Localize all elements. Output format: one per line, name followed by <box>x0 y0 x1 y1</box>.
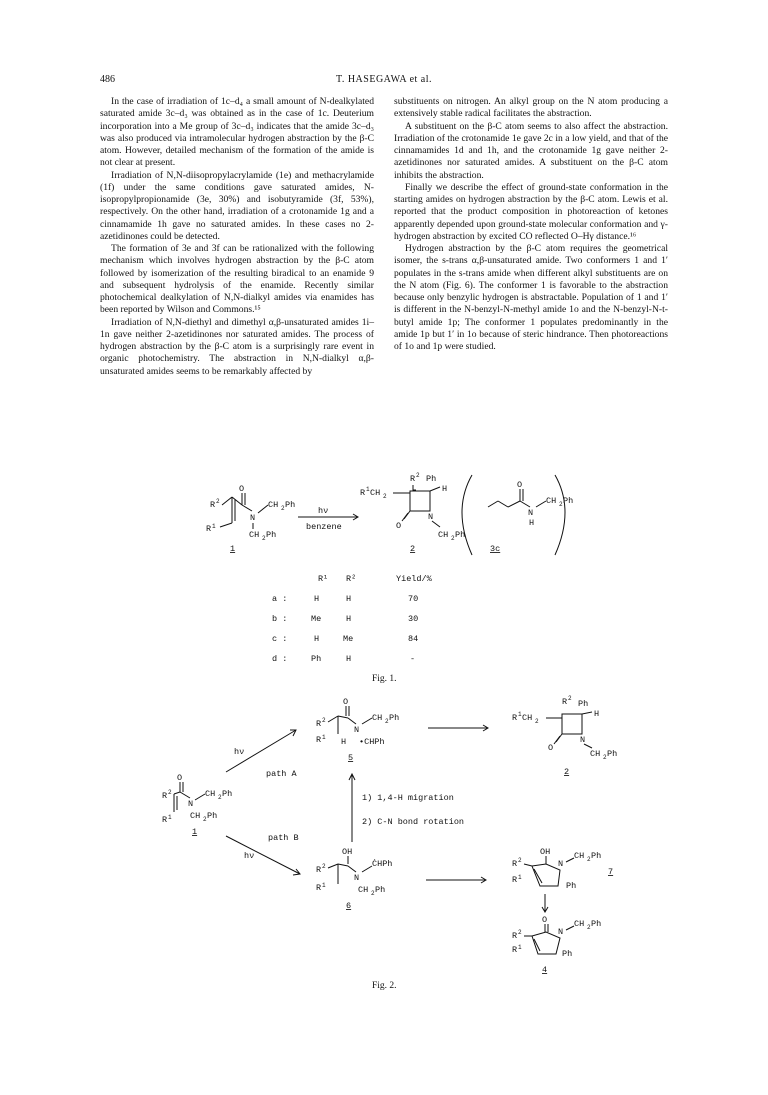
table-cell: b : <box>272 614 288 624</box>
svg-text:R: R <box>512 875 518 885</box>
svg-text:Ph: Ph <box>222 789 233 799</box>
compound-4-structure <box>512 915 601 959</box>
step-2-label: 2) C-N bond rotation <box>362 817 465 827</box>
svg-text:2: 2 <box>385 718 389 725</box>
table-header-yield: Yield/% <box>396 574 432 584</box>
svg-text:CH: CH <box>372 713 383 723</box>
compound-1-structure <box>162 773 232 825</box>
svg-text:2: 2 <box>281 505 285 512</box>
svg-text:CH: CH <box>249 530 260 540</box>
right-parenthesis <box>555 475 565 555</box>
svg-text:O: O <box>548 743 554 753</box>
table-cell: Me <box>311 614 322 624</box>
table-header-r1: R¹ <box>318 574 329 584</box>
svg-text:Ph: Ph <box>563 496 574 506</box>
svg-text:R: R <box>512 713 518 723</box>
svg-text:Ph: Ph <box>591 919 602 929</box>
compound-label-2: 2 <box>564 767 570 777</box>
svg-text:2: 2 <box>559 501 563 508</box>
left-parenthesis <box>462 475 472 555</box>
svg-text:CH: CH <box>438 530 449 540</box>
paragraph: substituents on nitrogen. An alkyl group on the N atom producing a extensively stable radical facilitates the abstraction. <box>394 96 668 120</box>
compound-1-structure <box>206 484 295 542</box>
svg-text:1: 1 <box>518 944 522 951</box>
table-cell: H <box>314 594 320 604</box>
svg-text:N: N <box>580 735 586 745</box>
svg-text:1: 1 <box>322 734 326 741</box>
svg-text:Ph: Ph <box>562 949 573 959</box>
svg-text:2: 2 <box>518 857 522 864</box>
compound-label-3c: 3c <box>490 544 501 554</box>
compound-label-5: 5 <box>348 753 354 763</box>
svg-text:R: R <box>206 524 212 534</box>
svg-text:N: N <box>558 859 564 869</box>
table-cell: - <box>410 654 416 664</box>
svg-text:2: 2 <box>262 535 266 542</box>
svg-text:ĊHPh: ĊHPh <box>372 859 393 869</box>
svg-text:O: O <box>542 915 548 925</box>
compound-2-structure <box>512 695 617 761</box>
svg-text:Ph: Ph <box>375 885 386 895</box>
svg-text:Ph: Ph <box>389 713 400 723</box>
compound-label-7: 7 <box>608 867 614 877</box>
svg-text:R: R <box>162 791 168 801</box>
figure-1 <box>0 465 768 690</box>
path-b-label: path B <box>268 833 299 843</box>
svg-text:O: O <box>177 773 183 783</box>
svg-text:R: R <box>360 488 366 498</box>
svg-text:OH: OH <box>540 847 551 857</box>
svg-text:2: 2 <box>416 472 420 479</box>
svg-text:R: R <box>512 859 518 869</box>
table-cell: Me <box>343 634 354 644</box>
svg-text:R: R <box>316 883 322 893</box>
svg-text:2: 2 <box>568 695 572 702</box>
svg-text:2: 2 <box>203 816 207 823</box>
svg-text:O: O <box>396 521 402 531</box>
paragraph: Irradiation of N,N-diisopropylacrylamide (1e) and methacrylamide (1f) under the same conditions gave saturated amides, N-isopropylpropionamide (3e, 30%) and isobutyramide (3f, 53%), respectively. On the other hand, irradiation of a crotonamide 1g and a cinnamamide 1h gave no saturated amides. In these cases no 2-azetidinones could be detected. <box>100 169 374 242</box>
svg-text:R: R <box>512 945 518 955</box>
svg-text:2: 2 <box>322 863 326 870</box>
svg-text:Ph: Ph <box>207 811 218 821</box>
svg-text:2: 2 <box>383 493 387 500</box>
svg-text:2: 2 <box>168 789 172 796</box>
svg-text:H: H <box>594 709 600 719</box>
svg-text:Ph: Ph <box>607 749 618 759</box>
svg-text:CH: CH <box>574 919 585 929</box>
table-cell: a : <box>272 594 288 604</box>
paragraph: A substituent on the β-C atom seems to also affect the abstraction. Irradiation of the crotonamide 1e gave 2c in a low yield, and that of the cinnamamides 1d and 1h, and the crotonamide 1g gave neither 2-azetidinones nor saturated amides. A substituent on the β-C atom inhibits the abstraction. <box>394 120 668 181</box>
arrow-label-solvent: benzene <box>306 522 342 532</box>
svg-text:CH: CH <box>205 789 216 799</box>
svg-text:Ph: Ph <box>578 699 589 709</box>
svg-text:R: R <box>162 815 168 825</box>
svg-text:•CHPh: •CHPh <box>359 737 385 747</box>
svg-text:CH: CH <box>268 500 279 510</box>
paragraph: Finally we describe the effect of ground-state conformation in the starting amides on hydrogen abstraction by the β-C atom. Lewis et al. reported that the product composition in photoreaction of ketones apparently depended upon ground-state molecular conformation and γ-hydrogen abstraction by excited CO reflected O–Hγ distance.¹⁶ <box>394 181 668 242</box>
figure-2-caption: Fig. 2. <box>372 981 397 991</box>
svg-text:2: 2 <box>518 929 522 936</box>
table-cell: d : <box>272 654 288 664</box>
page-number: 486 <box>100 74 115 85</box>
arrow-label-hv: hν <box>318 506 329 516</box>
compound-label-6: 6 <box>346 901 352 911</box>
svg-text:N: N <box>354 725 360 735</box>
svg-text:H: H <box>529 518 535 528</box>
running-title: T. HASEGAWA et al. <box>335 74 433 85</box>
svg-text:2: 2 <box>218 794 222 801</box>
svg-text:CH: CH <box>590 749 601 759</box>
svg-text:2: 2 <box>535 718 539 725</box>
svg-text:R: R <box>316 735 322 745</box>
compound-label-4: 4 <box>542 965 548 975</box>
table-cell: H <box>314 634 320 644</box>
hv-label-path-a: hν <box>234 747 245 757</box>
svg-text:N: N <box>188 799 194 809</box>
svg-text:2: 2 <box>603 754 607 761</box>
step-1-label: 1) 1,4-H migration <box>362 793 454 803</box>
svg-text:1: 1 <box>518 874 522 881</box>
svg-text:R: R <box>316 719 322 729</box>
svg-text:CH: CH <box>190 811 201 821</box>
svg-text:2: 2 <box>371 890 375 897</box>
figure-1-caption: Fig. 1. <box>372 674 397 684</box>
table-cell: 30 <box>408 614 419 624</box>
svg-text:CH: CH <box>358 885 369 895</box>
svg-text:CH: CH <box>574 851 585 861</box>
svg-text:1: 1 <box>322 882 326 889</box>
paragraph: The formation of 3e and 3f can be rationalized with the following mechanism which involves hydrogen abstraction by the β-C atom followed by isomerization of the resulting biradical to an enamide 9 and subsequent hydrolysis of the enamide. Recently similar photochemical dealkylation of N,N-dialkyl amides via enamides has been reported by Wilson and Commons.¹⁵ <box>100 243 374 316</box>
svg-text:H: H <box>442 484 448 494</box>
svg-text:N: N <box>354 873 360 883</box>
svg-text:R: R <box>210 500 216 510</box>
table-cell: 84 <box>408 634 419 644</box>
svg-text:R: R <box>512 931 518 941</box>
svg-text:Ph: Ph <box>455 530 466 540</box>
svg-text:Ph: Ph <box>266 530 277 540</box>
table-cell: c : <box>272 634 288 644</box>
table-header-r2: R² <box>346 574 357 584</box>
svg-text:Ph: Ph <box>285 500 296 510</box>
svg-text:O: O <box>517 480 523 490</box>
paragraph: Hydrogen abstraction by the β-C atom requires the geometrical isomer, the s-trans α,β-unsaturated amide. Two conformers 1 and 1′ populates in the s-trans amide when different alkyl substituents are on the N atom (Fig. 6). The conformer 1 is favorable to the abstraction because only benzylic hydrogen is abstractable. Population of 1 and 1′ is different in the N-benzyl-N-methyl amide 1o and the N-benzyl-N-t-butyl amide 1p; The conformer 1 populates predominantly in the amide 1p but 1′ in 1o because of steric hindrance. Then photoreactions of 1o and 1p were studied. <box>394 243 668 352</box>
svg-text:2: 2 <box>216 498 220 505</box>
svg-text:N: N <box>428 512 434 522</box>
path-a-label: path A <box>266 769 297 779</box>
table-cell: H <box>346 594 352 604</box>
compound-5-structure <box>316 697 399 747</box>
svg-text:2: 2 <box>322 717 326 724</box>
hv-label-path-b: hν <box>244 851 255 861</box>
svg-text:Ph: Ph <box>566 881 577 891</box>
svg-text:OH: OH <box>342 847 353 857</box>
compound-label-1: 1 <box>230 544 236 554</box>
svg-text:1: 1 <box>518 711 522 718</box>
svg-text:1: 1 <box>168 814 172 821</box>
svg-text:Ph: Ph <box>426 474 437 484</box>
svg-text:R: R <box>410 474 416 484</box>
table-cell: H <box>346 654 352 664</box>
svg-text:R: R <box>316 865 322 875</box>
table-cell: Ph <box>311 654 322 664</box>
table-cell: 70 <box>408 594 419 604</box>
compound-label-2: 2 <box>410 544 416 554</box>
compound-6-structure <box>316 847 392 897</box>
svg-text:O: O <box>343 697 349 707</box>
compound-7-structure <box>512 847 601 891</box>
svg-text:CH: CH <box>546 496 557 506</box>
paragraph: In the case of irradiation of 1c–d₄ a small amount of N-dealkylated saturated amide 3c–d₃ was obtained as in the case of 1c. Deuterium incorporation into a Me group of 3c–d₃ indicates that the amide 3c–d₃ was also produced via intramolecular hydrogen abstraction by the β-C atom. However, detailed mechanism of the formation of the amide is not clear at present. <box>100 96 374 169</box>
compound-label-1: 1 <box>192 827 198 837</box>
svg-text:1: 1 <box>212 523 216 530</box>
svg-text:1: 1 <box>366 486 370 493</box>
svg-text:O: O <box>239 484 245 494</box>
table-cell: H <box>346 614 352 624</box>
svg-text:N: N <box>558 927 564 937</box>
svg-text:N: N <box>528 508 534 518</box>
svg-text:2: 2 <box>587 924 591 931</box>
svg-text:CH: CH <box>370 488 381 498</box>
svg-text:2: 2 <box>587 856 591 863</box>
svg-text:CH: CH <box>522 713 533 723</box>
left-column <box>100 96 374 378</box>
svg-text:H: H <box>341 737 347 747</box>
right-column <box>394 96 668 353</box>
svg-text:N: N <box>250 513 256 523</box>
svg-text:R: R <box>562 697 568 707</box>
svg-text:2: 2 <box>451 535 455 542</box>
svg-text:Ph: Ph <box>591 851 602 861</box>
paragraph: Irradiation of N,N-diethyl and dimethyl α,β-unsaturated amides 1i–1n gave neither 2-azetidinones nor saturated amides. The process of hydrogen abstraction by the β-C atom is a surprisingly rare event in organic photochemistry. The abstraction in N,N-dialkyl α,β-unsaturated amides seems to be remarkably affected by <box>100 316 374 377</box>
figure-2 <box>0 690 768 995</box>
compound-2-structure <box>360 472 465 542</box>
